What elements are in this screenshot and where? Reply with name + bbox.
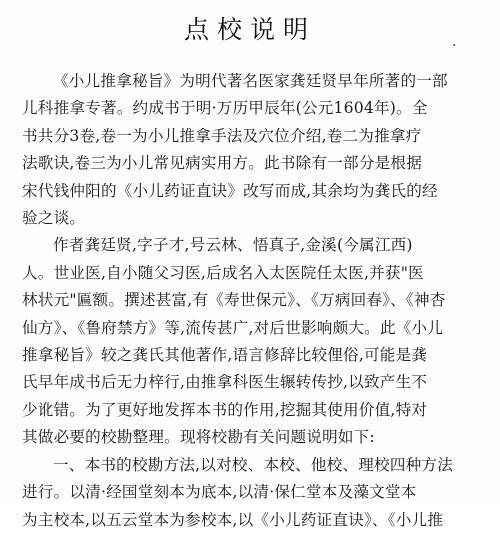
- text-line: 作者龚廷贤,字子才,号云林、悟真子,金溪(今属江西): [53, 236, 413, 255]
- text-line: 林状元"匾额。撰述甚富,有《寿世保元》、《万病回春》、《神杏: [22, 291, 446, 310]
- document-body: [22, 68, 474, 534]
- text-line: 氏早年成书后无力梓行,由推拿科医生辗转传抄,以致产生不: [22, 373, 428, 392]
- text-line: 书共分3卷,卷一为小儿推拿手法及穴位介绍,卷二为推拿疗: [22, 126, 422, 145]
- text-line: 《小儿推拿秘旨》为明代著名医家龚廷贤早年所著的一部: [53, 72, 448, 90]
- paragraph-intro: [22, 68, 474, 232]
- text-line: 少讹错。为了更好地发挥本书的作用,挖掘其使用价值,特对: [22, 400, 428, 419]
- text-line: 进行。以清·经国堂刻本为底本,以清·保仁堂本及藻文堂本: [22, 483, 417, 502]
- corner-mark: ·: [452, 38, 457, 54]
- paragraph-author: [22, 232, 474, 451]
- text-line: 人。世业医,自小随父习医,后成名入太医院任太医,并获"医: [22, 263, 424, 282]
- text-line: 为主校本,以五云堂本为参校本,以《小儿药证直诀》、《小儿推: [22, 510, 444, 529]
- text-line: 推拿秘旨》较之龚氏其他著作,语言修辞比较俚俗,可能是龚: [22, 346, 428, 365]
- text-line: 宋代钱仲阳的《小儿药证直诀》改写而成,其余均为龚氏的经: [22, 181, 438, 200]
- page-title: 点校说明: [183, 15, 316, 44]
- text-line: 其做必要的校勘整理。现将校勘有关问题说明如下:: [22, 428, 375, 447]
- text-line: 一、本书的校勘方法,以对校、本校、他校、理校四种方法: [53, 455, 454, 474]
- text-line: 仙方》、《鲁府禁方》等,流传甚广,对后世影响颇大。此《小儿: [22, 318, 444, 337]
- text-line: 验之谈。: [22, 209, 86, 228]
- text-line: 法歌诀,卷三为小儿常见病实用方。此书除有一部分是根据: [22, 154, 423, 173]
- paragraph-method: [22, 452, 474, 534]
- text-line: 儿科推拿专著。约成书于明·万历甲辰年(公元1604年)。全: [22, 99, 428, 118]
